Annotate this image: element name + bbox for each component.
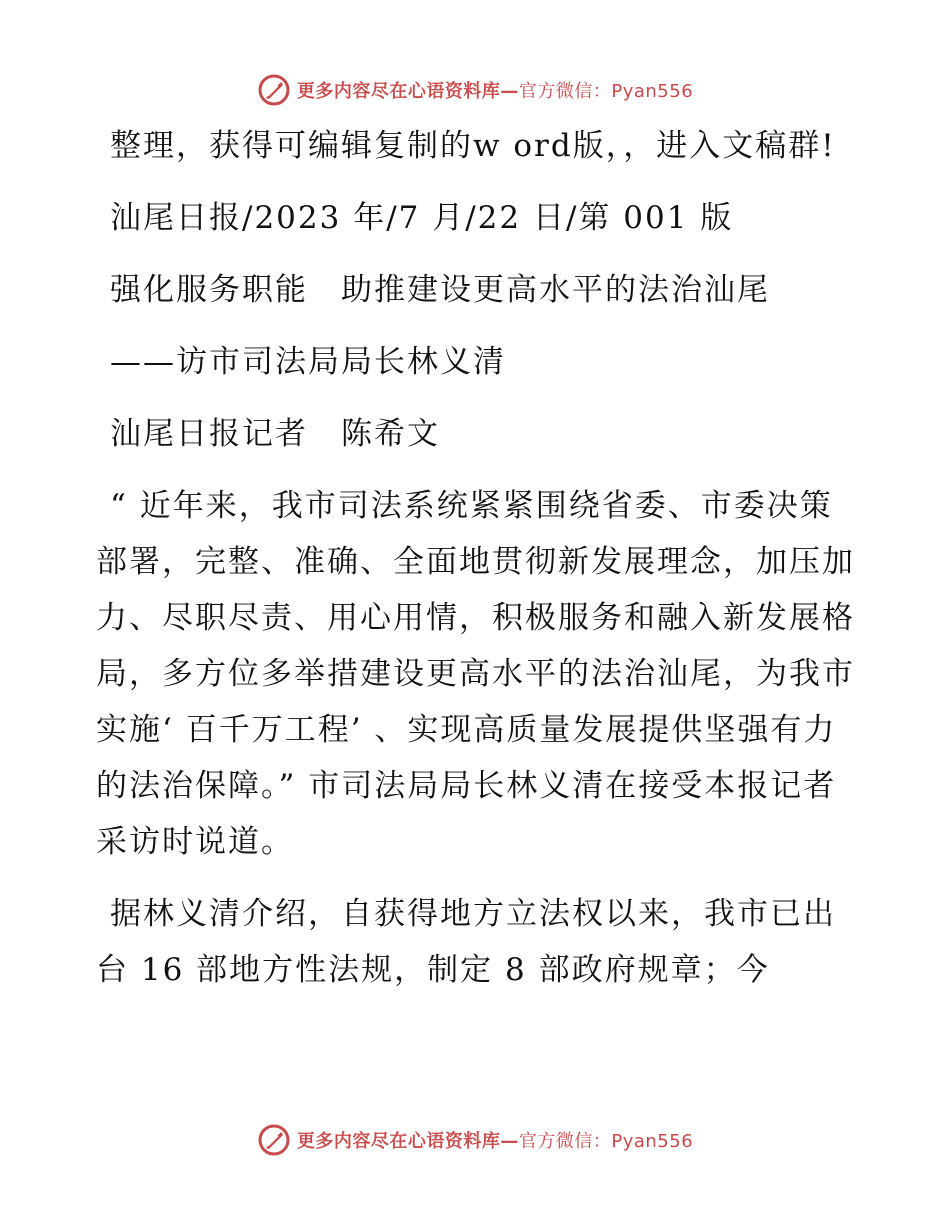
body-paragraph: 据林义清介绍，自获得地方立法权以来，我市已出台 16 部地方性法规，制定 8 部政府规章；今 [96, 896, 836, 988]
watermark-banner-bottom [0, 1120, 950, 1160]
document-body [96, 118, 856, 1014]
source-line: 汕尾日报/2023 年/7 月/22 日/第 001 版 [110, 200, 734, 236]
subheadline: ——访市司法局局长林义清 [110, 344, 506, 380]
byline: 汕尾日报记者 陈希文 [110, 416, 440, 452]
body-paragraph: “ 近年来，我市司法系统紧紧围绕省委、市委决策部署，完整、准确、全面地贯彻新发展理念，加压加力、尽职尽责、用心用情，积极服务和融入新发展格局，多方位多举措建设更高水平的法治汕尾，为我市实施‘ 百千万工程’ 、实现高质量发展提供坚强有力的法治保障。” 市司法局局长林义清在接受本报记者采访时说道。 [96, 488, 855, 860]
watermark-text: 更多内容尽在心语资料库—官方微信：Pyan556 [296, 1131, 694, 1152]
intro-paragraph: 整理，获得可编辑复制的w ord版，，进入文稿群! [110, 128, 836, 164]
watermark-text: 更多内容尽在心语资料库—官方微信：Pyan556 [296, 81, 694, 102]
feather-pen-logo-icon [257, 73, 291, 107]
watermark-banner-top [0, 70, 950, 110]
feather-pen-logo-icon [257, 1123, 291, 1157]
headline: 强化服务职能 助推建设更高水平的法治汕尾 [110, 272, 770, 308]
